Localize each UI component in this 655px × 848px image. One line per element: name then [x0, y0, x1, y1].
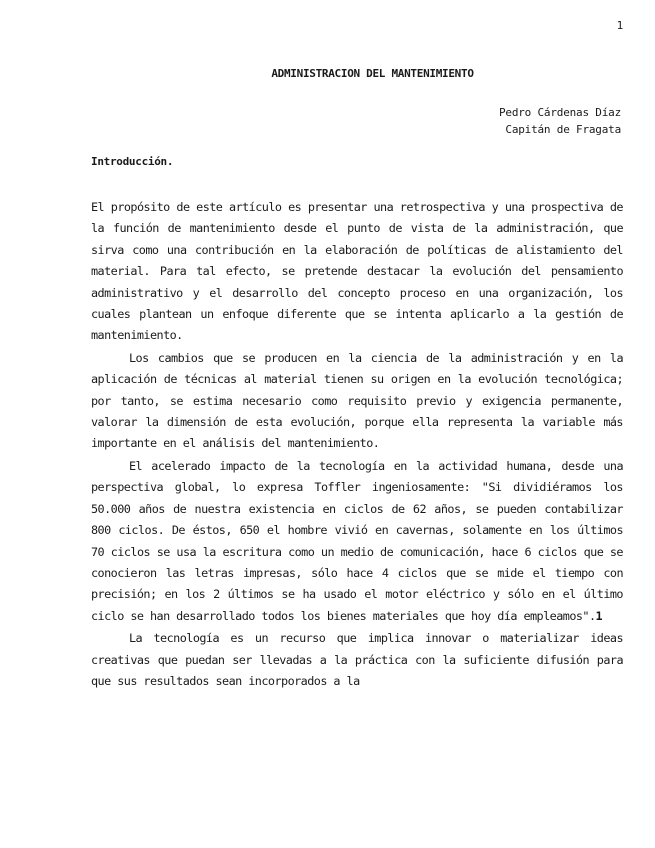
- paragraph: Los cambios que se producen en la ciencia de la administración y en la aplicación de técnicas al material tienen su origen en la evolución tecnológica; por tanto, se estima necesario como requisito previo y exigencia permanente, valorar la dimensión de esta evolución, porque ella representa la variable más importante en el análisis del mantenimiento.: [91, 350, 623, 451]
- page-number: 1: [616, 19, 623, 32]
- author-name: Pedro Cárdenas Díaz: [498, 106, 621, 119]
- body-text: [91, 197, 623, 692]
- paragraph: [91, 456, 623, 627]
- section-heading: Introducción.: [91, 155, 174, 168]
- paragraph: El propósito de este artículo es presentar una retrospectiva y una prospectiva de la función de mantenimiento desde el punto de vista de la administración, que sirva como una contribución en la elaboración de políticas de alistamiento del material. Para tal efecto, se pretende destacar la evolución del pensamiento administrativo y el desarrollo del concepto proceso en una organización, los cuales plantean un enfoque diferente que se intenta aplicarlo a la gestión de mantenimiento.: [91, 200, 623, 343]
- paragraph: La tecnología es un recurso que implica innovar o materializar ideas creativas que puedan ser llevadas a la práctica con la suficiente difusión para que sus resultados sean incorporados a la: [91, 631, 623, 688]
- paragraph-text: El acelerado impacto de la tecnología en la actividad humana, desde una perspectiva global, lo expresa Toffler ingeniosamente: "Si dividiéramos los 50.000 años de nuestra existencia en ciclos de 62 años, se pueden contabilizar 800 ciclos. De éstos, 650 el hombre vivió en cavernas, solamente en los últimos 70 ciclos se usa la escritura como un medio de comunicación, hace 6 ciclos que se conocieron las letras impresas, sólo hace 4 ciclos que se mide el tiempo con precisión; en los 2 últimos se ha usado el motor eléctrico y sólo en el último ciclo se han desarrollado todos los bienes materiales que hoy día empleamos".: [91, 458, 623, 623]
- author-rank: Capitán de Fragata: [505, 123, 621, 136]
- author-block: [499, 104, 621, 138]
- document-title: ADMINISTRACION DEL MANTENIMIENTO: [271, 67, 474, 80]
- footnote-reference: 1: [595, 608, 603, 623]
